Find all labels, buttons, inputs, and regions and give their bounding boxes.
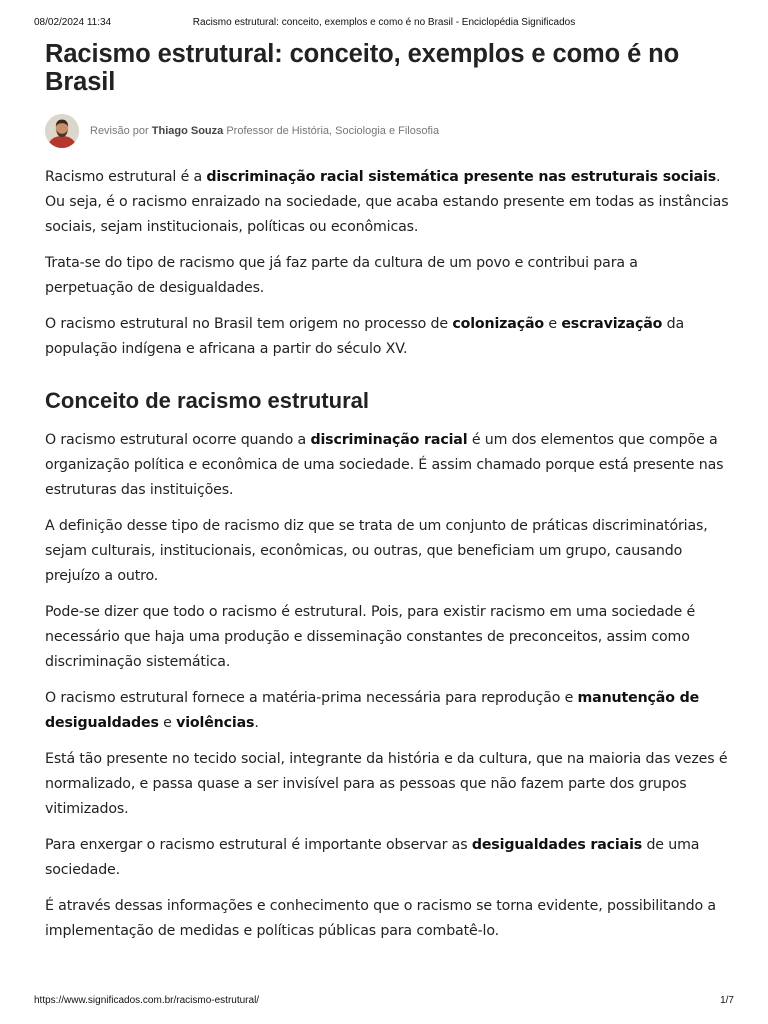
- paragraph-section-1: [45, 428, 730, 503]
- text: e: [158, 715, 177, 731]
- print-header: [34, 17, 734, 31]
- print-page-title: Racismo estrutural: conceito, exemplos e como é no Brasil - Enciclopédia Significados: [192, 17, 576, 28]
- bold-text: colonização: [452, 316, 544, 332]
- text: Racismo estrutural é a: [45, 169, 207, 185]
- bold-text: discriminação racial sistemática presente nas estruturais sociais: [206, 169, 717, 185]
- text: O racismo estrutural ocorre quando a: [45, 432, 311, 448]
- bold-text: desigualdades raciais: [471, 837, 643, 853]
- author-role: Professor de História, Sociologia e Filosofia: [223, 125, 440, 137]
- byline-text: [90, 125, 439, 137]
- text: Para enxergar o racismo estrutural é importante observar as: [45, 837, 472, 853]
- paragraph-intro-3: [45, 312, 730, 362]
- paragraph-section-7: É através dessas informações e conhecimento que o racismo se torna evidente, possibilitando a implementação de medidas e políticas públicas para combatê-lo.: [45, 898, 716, 939]
- text: é um dos elementos que compõe a organização política e econômica de uma sociedade. É assim chamado porque está presente nas estruturas das instituições.: [45, 432, 724, 498]
- byline: [45, 114, 730, 148]
- text: de uma sociedade.: [45, 837, 700, 878]
- paragraph-intro-1: [45, 165, 730, 240]
- text: da população indígena e africana a partir do século XV.: [45, 316, 684, 357]
- text: O racismo estrutural fornece a matéria-prima necessária para reprodução e: [45, 690, 578, 706]
- paragraph-section-4: [45, 686, 730, 736]
- paragraph-section-6: [45, 833, 730, 883]
- print-date: 08/02/2024 11:34: [34, 17, 112, 28]
- print-footer: [34, 995, 734, 1009]
- page-url[interactable]: https://www.significados.com.br/racismo-estrutural/: [34, 995, 260, 1006]
- author-avatar: [45, 114, 79, 148]
- bold-text: manutenção de desigualdades: [45, 690, 700, 731]
- text: . Ou seja, é o racismo enraizado na sociedade, que acaba estando presente em todas as instâncias sociais, sejam institucionais, políticas ou econômicas.: [45, 169, 729, 235]
- article-body: [45, 165, 730, 944]
- page-number: 1/7: [720, 995, 734, 1006]
- bold-text: violências: [176, 715, 255, 731]
- paragraph-section-2: A definição desse tipo de racismo diz que se trata de um conjunto de práticas discriminatórias, sejam culturais, institucionais, econômicas, ou outras, que beneficiam um grupo, causando prejuízo a outro.: [45, 518, 708, 584]
- paragraph-section-3: Pode-se dizer que todo o racismo é estrutural. Pois, para existir racismo em uma sociedade é necessário que haja uma produção e disseminação constantes de preconceitos, assim como discriminação sistemática.: [45, 604, 696, 670]
- text: O racismo estrutural no Brasil tem origem no processo de: [45, 316, 453, 332]
- text: e: [544, 316, 562, 332]
- paragraph-intro-2: Trata-se do tipo de racismo que já faz parte da cultura de um povo e contribui para a perpetuação de desigualdades.: [45, 255, 638, 296]
- author-name[interactable]: Thiago Souza: [151, 125, 224, 137]
- author-avatar-image: [45, 114, 79, 148]
- bold-text: discriminação racial: [310, 432, 468, 448]
- article-title: Racismo estrutural: conceito, exemplos e como é no Brasil: [45, 40, 680, 96]
- paragraph-section-5: Está tão presente no tecido social, integrante da história e da cultura, que na maioria das vezes é normalizado, e passa quase a ser invisível para as pessoas que não fazem parte dos grupos vitimizados.: [45, 751, 728, 817]
- byline-prefix: Revisão por: [90, 125, 152, 137]
- article: [45, 40, 730, 955]
- bold-text: escravização: [561, 316, 663, 332]
- text: .: [254, 715, 259, 731]
- section-heading: Conceito de racismo estrutural: [45, 388, 369, 413]
